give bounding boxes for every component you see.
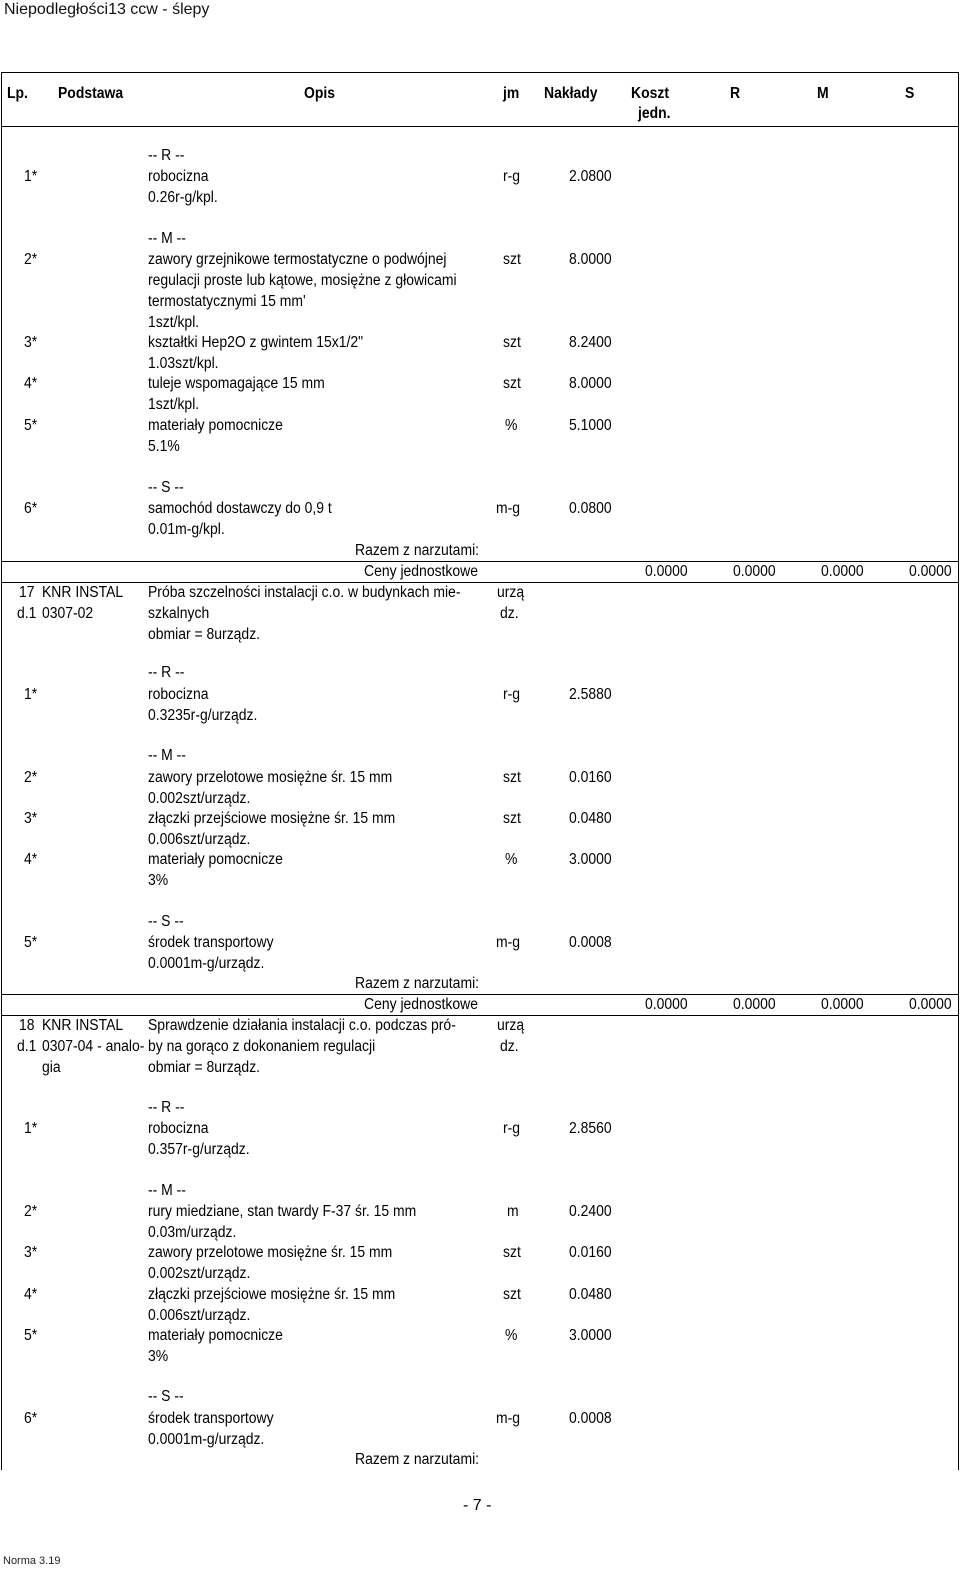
section-s-label: -- S -- xyxy=(148,479,184,496)
row-jm: szt xyxy=(503,810,521,827)
row-desc: samochód dostawczy do 0,9 t xyxy=(148,500,332,517)
row-value: 2.0800 xyxy=(569,168,612,185)
item-measure: obmiar = 8urządz. xyxy=(148,1059,261,1076)
row-value: 0.2400 xyxy=(569,1203,612,1220)
row-lp: 5* xyxy=(24,934,38,951)
header-jedn: jedn. xyxy=(638,105,671,122)
row-jm: szt xyxy=(503,769,521,786)
row-value: 0.0160 xyxy=(569,1244,612,1261)
row-desc: materiały pomocnicze xyxy=(148,417,283,434)
header-lp: Lp. xyxy=(7,85,28,102)
total-m: 0.0000 xyxy=(821,563,864,580)
item-measure: obmiar = 8urządz. xyxy=(148,626,261,643)
item-number: 18 xyxy=(19,1017,35,1034)
row-desc-cont: regulacji proste lub kątowe, mosiężne z głowicami xyxy=(148,272,457,289)
total-m: 0.0000 xyxy=(821,996,864,1013)
row-norm: 3% xyxy=(148,1348,169,1365)
row-value: 3.0000 xyxy=(569,1327,612,1344)
row-norm: 0.03m/urządz. xyxy=(148,1224,237,1241)
section-r-label: -- R -- xyxy=(148,147,185,164)
row-value: 8.0000 xyxy=(569,375,612,392)
row-lp: 1* xyxy=(24,168,38,185)
row-lp: 6* xyxy=(24,500,38,517)
header-koszt: Koszt xyxy=(631,85,669,102)
row-norm: 0.357r-g/urządz. xyxy=(148,1141,250,1158)
row-value: 0.0800 xyxy=(569,500,612,517)
row-norm: 0.002szt/urządz. xyxy=(148,1265,251,1282)
row-value: 0.0480 xyxy=(569,810,612,827)
section-s-label: -- S -- xyxy=(148,913,184,930)
item-number-suffix: d.1 xyxy=(17,1038,37,1055)
total-r: 0.0000 xyxy=(733,996,776,1013)
razem-label: Razem z narzutami: xyxy=(355,542,480,559)
row-lp: 1* xyxy=(24,686,38,703)
row-norm: 3% xyxy=(148,872,169,889)
row-lp: 2* xyxy=(24,251,38,268)
section-m-label: -- M -- xyxy=(148,1182,186,1199)
item-description: Sprawdzenie działania instalacji c.o. podczas pró- xyxy=(148,1017,456,1034)
total-koszt: 0.0000 xyxy=(645,996,688,1013)
row-jm: r-g xyxy=(503,1120,521,1137)
row-jm: m-g xyxy=(496,934,521,951)
item-basis: KNR INSTAL xyxy=(42,584,124,601)
header-naklady: Nakłady xyxy=(544,85,598,102)
section-m-label: -- M -- xyxy=(148,230,186,247)
row-desc-cont: termostatycznymi 15 mm' xyxy=(148,293,306,310)
row-norm: 0.26r-g/kpl. xyxy=(148,189,218,206)
item-description: Próba szczelności instalacji c.o. w budynkach mie- xyxy=(148,584,461,601)
row-desc: materiały pomocnicze xyxy=(148,1327,283,1344)
total-r: 0.0000 xyxy=(733,563,776,580)
item-description-cont: szkalnych xyxy=(148,605,210,622)
item-unit-cont: dz. xyxy=(500,1038,519,1055)
header-bottom-border xyxy=(1,126,959,127)
header-m: M xyxy=(817,85,829,102)
row-jm: szt xyxy=(503,334,521,351)
row-value: 0.0008 xyxy=(569,934,612,951)
row-desc: zawory grzejnikowe termostatyczne o podwójnej xyxy=(148,251,447,268)
row-desc: tuleje wspomagające 15 mm xyxy=(148,375,325,392)
row-jm: r-g xyxy=(503,686,521,703)
row-lp: 5* xyxy=(24,1327,38,1344)
item-unit-cont: dz. xyxy=(500,605,519,622)
row-lp: 4* xyxy=(24,851,38,868)
row-lp: 2* xyxy=(24,769,38,786)
row-norm: 0.3235r-g/urządz. xyxy=(148,707,258,724)
header-jm: jm xyxy=(503,85,520,102)
item-unit: urzą xyxy=(497,1017,525,1034)
row-value: 0.0008 xyxy=(569,1410,612,1427)
table-top-border xyxy=(1,72,959,73)
row-norm: 0.006szt/urządz. xyxy=(148,1307,251,1324)
row-norm: 1szt/kpl. xyxy=(148,396,200,413)
row-norm: 0.0001m-g/urządz. xyxy=(148,955,265,972)
row-value: 8.0000 xyxy=(569,251,612,268)
row-jm: szt xyxy=(503,1286,521,1303)
row-jm: m xyxy=(507,1203,519,1220)
footer-software-version: Norma 3.19 xyxy=(3,1555,61,1567)
row-norm: 1.03szt/kpl. xyxy=(148,355,219,372)
row-value: 8.2400 xyxy=(569,334,612,351)
item-number-suffix: d.1 xyxy=(17,605,37,622)
section-r-label: -- R -- xyxy=(148,1099,185,1116)
row-desc: złączki przejściowe mosiężne śr. 15 mm xyxy=(148,1286,396,1303)
row-desc: środek transportowy xyxy=(148,934,274,951)
item-basis-code: 0307-04 - analo- xyxy=(42,1038,145,1055)
item-description-cont: by na gorąco z dokonaniem regulacji xyxy=(148,1038,376,1055)
razem-label: Razem z narzutami: xyxy=(355,975,480,992)
header-opis: Opis xyxy=(304,85,336,102)
row-jm: m-g xyxy=(496,1410,521,1427)
header-r: R xyxy=(730,85,741,102)
row-value: 0.0480 xyxy=(569,1286,612,1303)
section-m-label: -- M -- xyxy=(148,747,186,764)
row-value: 3.0000 xyxy=(569,851,612,868)
row-desc: robocizna xyxy=(148,1120,209,1137)
row-lp: 3* xyxy=(24,334,38,351)
row-jm: % xyxy=(505,417,518,434)
ceny-label: Ceny jednostkowe xyxy=(364,563,479,580)
row-desc: robocizna xyxy=(148,686,209,703)
row-desc: materiały pomocnicze xyxy=(148,851,283,868)
document-title: Niepodległości13 ccw - ślepy xyxy=(4,1,210,18)
row-desc: zawory przelotowe mosiężne śr. 15 mm xyxy=(148,1244,393,1261)
row-value: 2.8560 xyxy=(569,1120,612,1137)
row-value: 0.0160 xyxy=(569,769,612,786)
row-jm: szt xyxy=(503,251,521,268)
header-podstawa: Podstawa xyxy=(58,85,124,102)
table-right-border xyxy=(958,72,959,1470)
row-desc: kształtki Hep2O z gwintem 15x1/2" xyxy=(148,334,364,351)
item-basis-cont: gia xyxy=(42,1059,61,1076)
table-left-border xyxy=(1,72,2,1470)
section-r-label: -- R -- xyxy=(148,664,185,681)
row-norm: 0.006szt/urządz. xyxy=(148,831,251,848)
row-jm: m-g xyxy=(496,500,521,517)
row-jm: % xyxy=(505,851,518,868)
row-desc: zawory przelotowe mosiężne śr. 15 mm xyxy=(148,769,393,786)
row-value: 5.1000 xyxy=(569,417,612,434)
section-s-label: -- S -- xyxy=(148,1388,184,1405)
row-norm: 5.1% xyxy=(148,438,180,455)
row-lp: 4* xyxy=(24,375,38,392)
row-norm: 0.002szt/urządz. xyxy=(148,790,251,807)
row-lp: 4* xyxy=(24,1286,38,1303)
row-jm: szt xyxy=(503,1244,521,1261)
row-desc: złączki przejściowe mosiężne śr. 15 mm xyxy=(148,810,396,827)
row-norm: 1szt/kpl. xyxy=(148,314,200,331)
row-lp: 3* xyxy=(24,810,38,827)
row-desc: środek transportowy xyxy=(148,1410,274,1427)
ceny-label: Ceny jednostkowe xyxy=(364,996,479,1013)
row-jm: % xyxy=(505,1327,518,1344)
item-number: 17 xyxy=(19,584,35,601)
row-lp: 1* xyxy=(24,1120,38,1137)
row-desc: rury miedziane, stan twardy F-37 śr. 15 mm xyxy=(148,1203,417,1220)
total-s: 0.0000 xyxy=(909,996,952,1013)
row-jm: szt xyxy=(503,375,521,392)
item-basis-code: 0307-02 xyxy=(42,605,94,622)
row-desc: robocizna xyxy=(148,168,209,185)
razem-label: Razem z narzutami: xyxy=(355,1451,480,1468)
row-lp: 5* xyxy=(24,417,38,434)
row-norm: 0.01m-g/kpl. xyxy=(148,521,225,538)
total-koszt: 0.0000 xyxy=(645,563,688,580)
item-basis: KNR INSTAL xyxy=(42,1017,124,1034)
item-unit: urzą xyxy=(497,584,525,601)
row-lp: 3* xyxy=(24,1244,38,1261)
row-jm: r-g xyxy=(503,168,521,185)
page-number: - 7 - xyxy=(463,1497,492,1514)
row-value: 2.5880 xyxy=(569,686,612,703)
row-lp: 6* xyxy=(24,1410,38,1427)
row-norm: 0.0001m-g/urządz. xyxy=(148,1431,265,1448)
row-lp: 2* xyxy=(24,1203,38,1220)
header-s: S xyxy=(905,85,915,102)
total-s: 0.0000 xyxy=(909,563,952,580)
